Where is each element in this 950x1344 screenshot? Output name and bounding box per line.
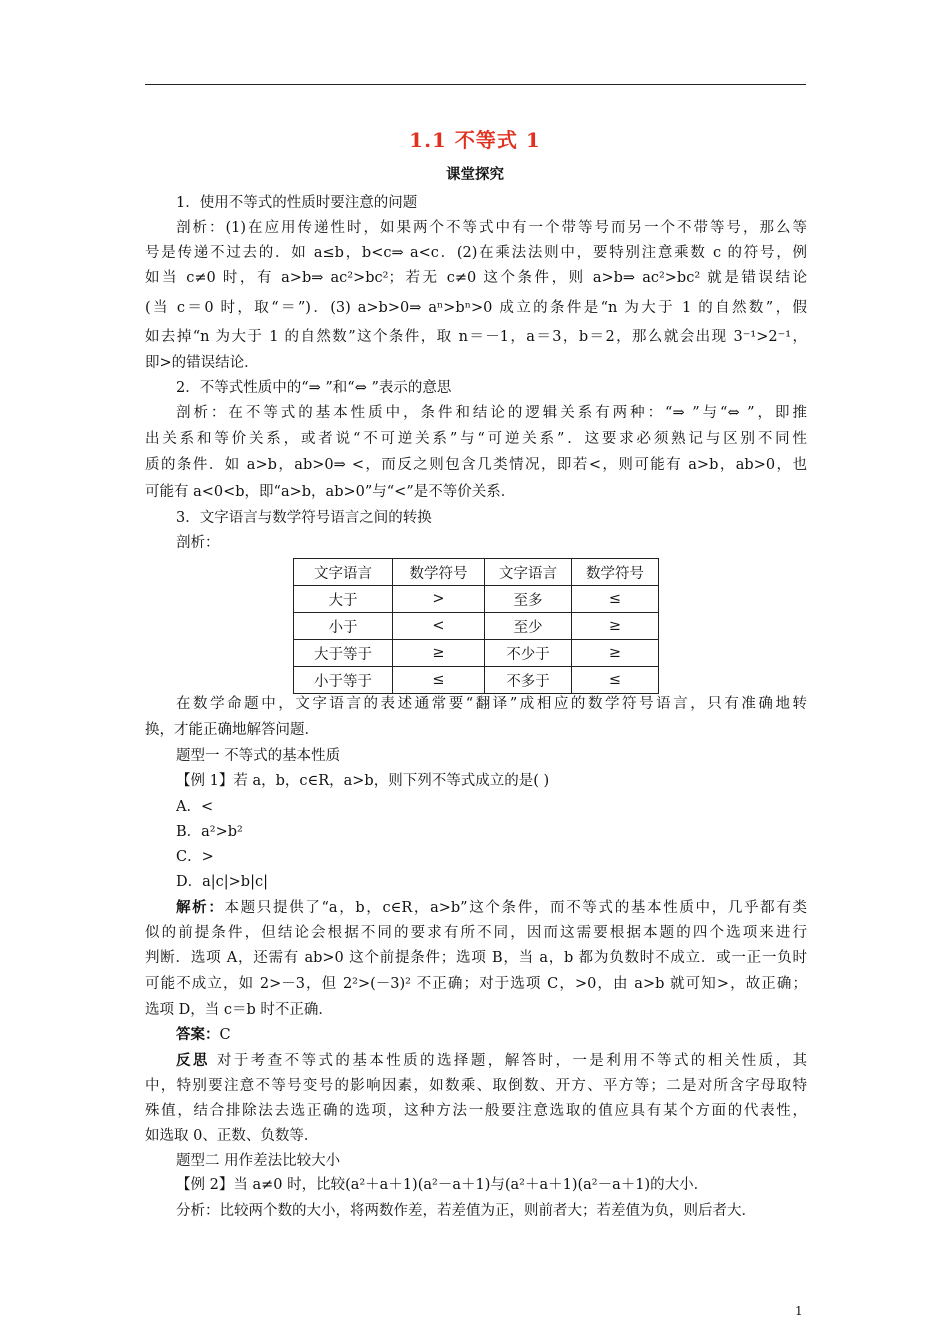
paragraph-line: 如去掉“n 为大于 1 的自然数”这个条件，取 n＝－1，a＝3，b＝2，那么就会出现 3⁻¹>2⁻¹， xyxy=(145,329,807,345)
paragraph-line: 如当 c≠0 时，有 a>b⇒ ac²>bc²；若无 c≠0 这个条件，则 a>b⇒ ac²>bc² 就是错误结论 xyxy=(145,270,807,286)
section-subtitle: 课堂探究 xyxy=(446,166,504,183)
paragraph-line: (当 c＝0 时，取“＝”)．(3) a>b>0⇒ aⁿ>bⁿ>0 成立的条件是“n 为大于 1 的自然数”，假 xyxy=(145,300,807,316)
table-cell: ≤ xyxy=(572,667,659,694)
paragraph-line: 如选取 0、正数、负数等． xyxy=(145,1128,319,1144)
example-1-question: 【例 1】若 a，b，c∈R，a>b，则下列不等式成立的是( ) xyxy=(176,773,550,789)
paragraph-line: 判断．选项 A，还需有 ab>0 这个前提条件；选项 B，当 a，b 都为负数时不成立．或一正一负时 xyxy=(145,950,807,966)
option-d: D．a|c|>b|c| xyxy=(176,874,268,890)
heading-1: 1．使用不等式的性质时要注意的问题 xyxy=(176,195,418,211)
table-cell: ≤ xyxy=(572,586,659,613)
paragraph-line: 质的条件．如 a>b，ab>0⇒ <，而反之则包含几类情况，即若<，则可能有 a>b，ab>0，也 xyxy=(145,457,807,473)
paragraph-line: 殊值，结合排除法去选正确的选项，这种方法一般要注意选取的值应具有某个方面的代表性， xyxy=(145,1103,807,1119)
option-b: B．a²>b² xyxy=(176,824,243,840)
analysis-label: 解析： xyxy=(176,899,225,916)
page-number: 1 xyxy=(795,1304,803,1318)
page-title: 1.1 不等式 1 xyxy=(409,128,541,152)
table-row xyxy=(294,667,659,694)
answer-value: C xyxy=(219,1027,231,1043)
table-cell: > xyxy=(393,586,485,613)
paragraph-line: 剖析： xyxy=(176,535,220,551)
paragraph-line: 剖析：在不等式的基本性质中，条件和结论的逻辑关系有两种：“⇒ ”与“⇔ ”，即推 xyxy=(176,405,807,421)
table-cell: ≥ xyxy=(572,613,659,640)
paragraph-line: 换，才能正确地解答问题． xyxy=(145,722,319,738)
reflection-text: 对于考查不等式的基本性质的选择题，解答时，一是利用不等式的相关性质，其 xyxy=(209,1053,807,1069)
table-cell: < xyxy=(393,613,485,640)
analysis-line xyxy=(176,898,807,918)
paragraph-line: 号是传递不过去的．如 a≤b，b<c⇒ a<c．(2)在乘法法则中，要特别注意乘数 c 的符号，例 xyxy=(145,245,807,261)
table-row xyxy=(294,640,659,667)
table-cell: 至多 xyxy=(485,586,572,613)
table-cell: ≥ xyxy=(572,640,659,667)
reflection-line xyxy=(176,1051,807,1071)
option-a: A．< xyxy=(176,799,214,815)
table-header-cell: 文字语言 xyxy=(485,559,572,586)
analysis-text: 本题只提供了“a，b，c∈R，a>b”这个条件，而不等式的基本性质中，几乎都有类 xyxy=(224,900,807,916)
paragraph-line: 剖析：(1)在应用传递性时，如果两个不等式中有一个带等号而另一个不带等号，那么等 xyxy=(176,220,807,236)
paragraph-line: 可能不成立，如 2>－3，但 2²>(－3)² 不正确；对于选项 C，>0，由 a>b 就可知>，故正确； xyxy=(145,976,807,992)
option-c: C．> xyxy=(176,849,214,865)
paragraph-line: 可能有 a<0<b，即“a>b，ab>0”与“<”是不等价关系． xyxy=(145,484,516,500)
paragraph-line: 出关系和等价关系，或者说“不可逆关系”与“可逆关系”．这要求必须熟记与区别不同性 xyxy=(145,431,807,447)
table-cell: 大于等于 xyxy=(294,640,393,667)
paragraph-line: 在数学命题中，文字语言的表述通常要“翻译”成相应的数学符号语言，只有准确地转 xyxy=(176,696,807,712)
question-type-1-heading: 题型一 不等式的基本性质 xyxy=(176,748,341,764)
table-row xyxy=(294,613,659,640)
table-cell: 小于等于 xyxy=(294,667,393,694)
question-type-2-heading: 题型二 用作差法比较大小 xyxy=(176,1153,341,1169)
table-header-cell: 数学符号 xyxy=(393,559,485,586)
table-header-row xyxy=(294,559,659,586)
heading-3: 3．文字语言与数学符号语言之间的转换 xyxy=(176,510,432,526)
paragraph-line: 选项 D，当 c＝b 时不正确． xyxy=(145,1002,333,1018)
table-cell: 至少 xyxy=(485,613,572,640)
heading-2: 2．不等式性质中的“⇒ ”和“⇔ ”表示的意思 xyxy=(176,380,452,396)
answer-line xyxy=(176,1025,807,1045)
answer-label: 答案： xyxy=(176,1026,220,1043)
table-cell: ≥ xyxy=(393,640,485,667)
table-cell: 大于 xyxy=(294,586,393,613)
table-header-cell: 数学符号 xyxy=(572,559,659,586)
table-row xyxy=(294,586,659,613)
example-2-analysis: 分析：比较两个数的大小，将两数作差，若差值为正，则前者大；若差值为负，则后者大． xyxy=(176,1203,756,1219)
header-rule xyxy=(145,84,806,85)
table-cell: 不少于 xyxy=(485,640,572,667)
language-conversion-table xyxy=(293,558,659,694)
reflection-label: 反思 xyxy=(176,1052,210,1069)
table-cell: 小于 xyxy=(294,613,393,640)
paragraph-line: 中，特别要注意不等号变号的影响因素，如数乘、取倒数、开方、平方等；二是对所含字母取特 xyxy=(145,1078,807,1094)
table-header-cell: 文字语言 xyxy=(294,559,393,586)
paragraph-line: 似的前提条件，但结论会根据不同的要求有所不同，因而这需要根据本题的四个选项来进行 xyxy=(145,925,807,941)
paragraph-line: 即>的错误结论． xyxy=(145,355,259,371)
table-cell: ≤ xyxy=(393,667,485,694)
table-cell: 不多于 xyxy=(485,667,572,694)
example-2-question: 【例 2】当 a≠0 时，比较(a²＋a＋1)(a²－a＋1)与(a²＋a＋1)(a²－a＋1)的大小． xyxy=(176,1177,709,1193)
